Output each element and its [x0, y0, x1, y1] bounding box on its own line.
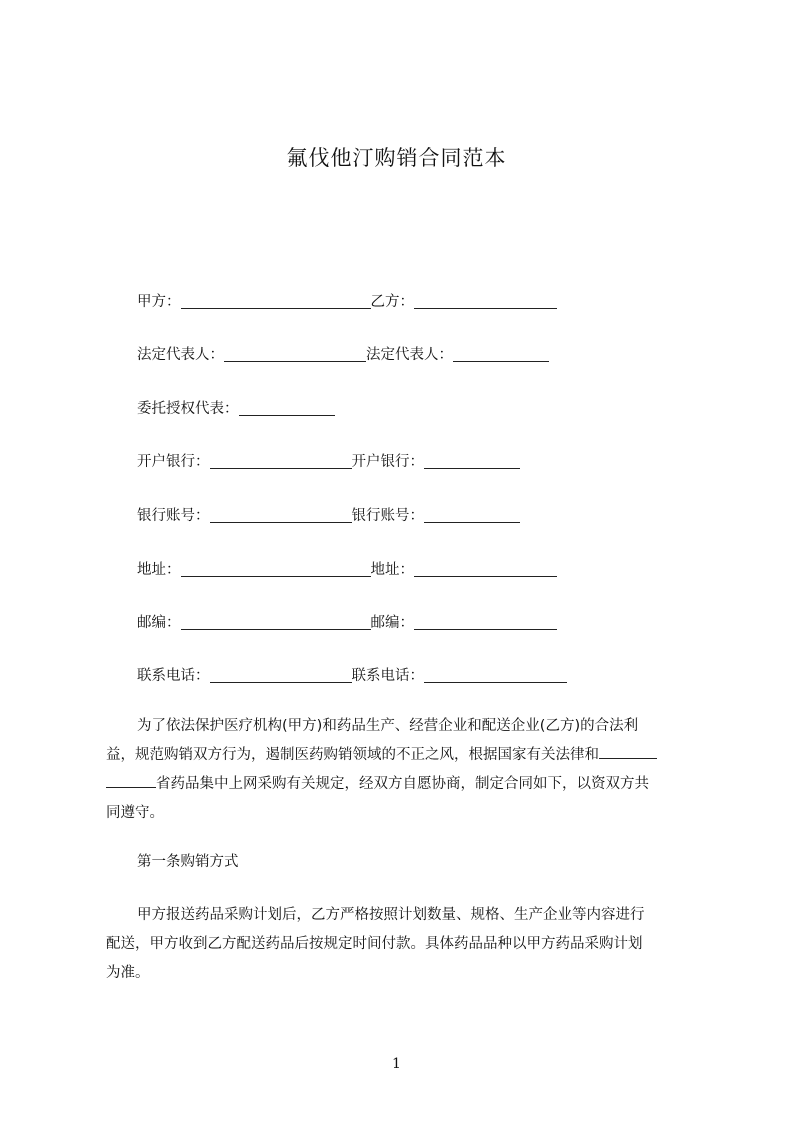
intro-line-2: 益，规范购销双方行为，遏制医药购销领域的不正之风，根据国家有关法律和 — [106, 741, 699, 770]
legal-rep-row — [137, 345, 549, 365]
authorized-rep-row — [137, 399, 335, 419]
postcode-row — [137, 613, 557, 633]
legal-rep-a-label: 法定代表人： — [137, 347, 224, 363]
authorized-rep-label: 委托授权代表： — [137, 401, 239, 417]
phone-b-label: 联系电话： — [351, 668, 424, 684]
legal-rep-b-label: 法定代表人： — [366, 347, 453, 363]
document-title: 氟伐他汀购销合同范本 — [286, 146, 507, 170]
legal-rep-b-blank — [453, 347, 549, 362]
province-blank-2 — [106, 773, 156, 788]
bank-a-blank — [210, 454, 352, 469]
party-b-label: 乙方： — [370, 294, 414, 310]
account-a-label: 银行账号： — [137, 508, 210, 524]
province-blank-1 — [599, 744, 657, 759]
address-row — [137, 560, 557, 580]
bank-b-blank — [424, 454, 520, 469]
article-1-line-3: 为准。 — [106, 965, 150, 981]
legal-rep-a-blank — [224, 347, 366, 362]
postcode-b-blank — [414, 615, 557, 630]
phone-a-label: 联系电话： — [137, 668, 210, 684]
account-b-label: 银行账号： — [351, 508, 424, 524]
authorized-rep-blank — [239, 401, 335, 416]
intro-paragraph — [106, 712, 699, 828]
account-b-blank — [424, 508, 520, 523]
intro-line-4: 同遵守。 — [106, 805, 164, 821]
address-a-label: 地址： — [137, 562, 181, 578]
postcode-b-label: 邮编： — [370, 615, 414, 631]
intro-line-3: 省药品集中上网采购有关规定，经双方自愿协商，制定合同如下，以资双方共 — [106, 770, 699, 799]
address-b-blank — [414, 562, 557, 577]
intro-line-1: 为了依法保护医疗机构(甲方)和药品生产、经营企业和配送企业(乙方)的合法利 — [137, 718, 639, 734]
party-row — [137, 292, 557, 312]
article-1-line-1: 甲方报送药品采购计划后，乙方严格按照计划数量、规格、生产企业等内容进行 — [137, 907, 645, 923]
address-b-label: 地址： — [370, 562, 414, 578]
party-b-blank — [414, 294, 557, 309]
article-1-heading: 第一条购销方式 — [137, 854, 239, 870]
party-a-blank — [181, 294, 371, 309]
article-1-line-2: 配送，甲方收到乙方配送药品后按规定时间付款。具体药品品种以甲方药品采购计划 — [106, 936, 643, 952]
address-a-blank — [181, 562, 371, 577]
bank-b-label: 开户银行： — [351, 454, 424, 470]
phone-a-blank — [210, 668, 352, 683]
account-row — [137, 506, 520, 526]
account-a-blank — [210, 508, 352, 523]
article-1-body — [106, 901, 699, 988]
postcode-a-blank — [181, 615, 371, 630]
phone-b-blank — [424, 668, 567, 683]
bank-row — [137, 452, 520, 472]
phone-row — [137, 666, 567, 686]
party-a-label: 甲方： — [137, 294, 181, 310]
page-number: 1 — [392, 1056, 401, 1072]
postcode-a-label: 邮编： — [137, 615, 181, 631]
bank-a-label: 开户银行： — [137, 454, 210, 470]
